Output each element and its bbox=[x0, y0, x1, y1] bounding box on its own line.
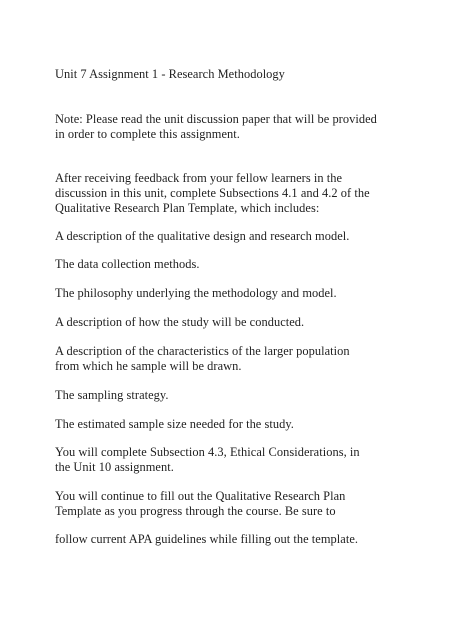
note-line-1: Note: Please read the unit discussion paper that will be provided bbox=[55, 112, 377, 126]
continue-line-2: Template as you progress through the course. Be sure to bbox=[55, 504, 336, 518]
apa-line: follow current APA guidelines while filling out the template. bbox=[55, 532, 359, 546]
intro-line-2: discussion in this unit, complete Subsections 4.1 and 4.2 of the bbox=[55, 186, 370, 200]
item-population-line-2: from which he sample will be drawn. bbox=[55, 359, 242, 373]
continue-line-1: You will continue to fill out the Qualitative Research Plan bbox=[55, 489, 346, 503]
item-philosophy: The philosophy underlying the methodology and model. bbox=[55, 286, 337, 300]
intro-line-1: After receiving feedback from your fellow learners in the bbox=[55, 171, 343, 185]
ethical-line-2: the Unit 10 assignment. bbox=[55, 460, 174, 474]
ethical-line-1: You will complete Subsection 4.3, Ethical Considerations, in bbox=[55, 445, 360, 459]
item-conduct: A description of how the study will be conducted. bbox=[55, 315, 305, 329]
document-title: Unit 7 Assignment 1 - Research Methodology bbox=[55, 67, 285, 81]
item-design: A description of the qualitative design and research model. bbox=[55, 229, 350, 243]
item-collection: The data collection methods. bbox=[55, 257, 200, 271]
intro-line-3: Qualitative Research Plan Template, which includes: bbox=[55, 201, 320, 215]
item-sampling: The sampling strategy. bbox=[55, 388, 169, 402]
note-line-2: in order to complete this assignment. bbox=[55, 127, 240, 141]
item-sample-size: The estimated sample size needed for the study. bbox=[55, 417, 294, 431]
item-population-line-1: A description of the characteristics of the larger population bbox=[55, 344, 350, 358]
